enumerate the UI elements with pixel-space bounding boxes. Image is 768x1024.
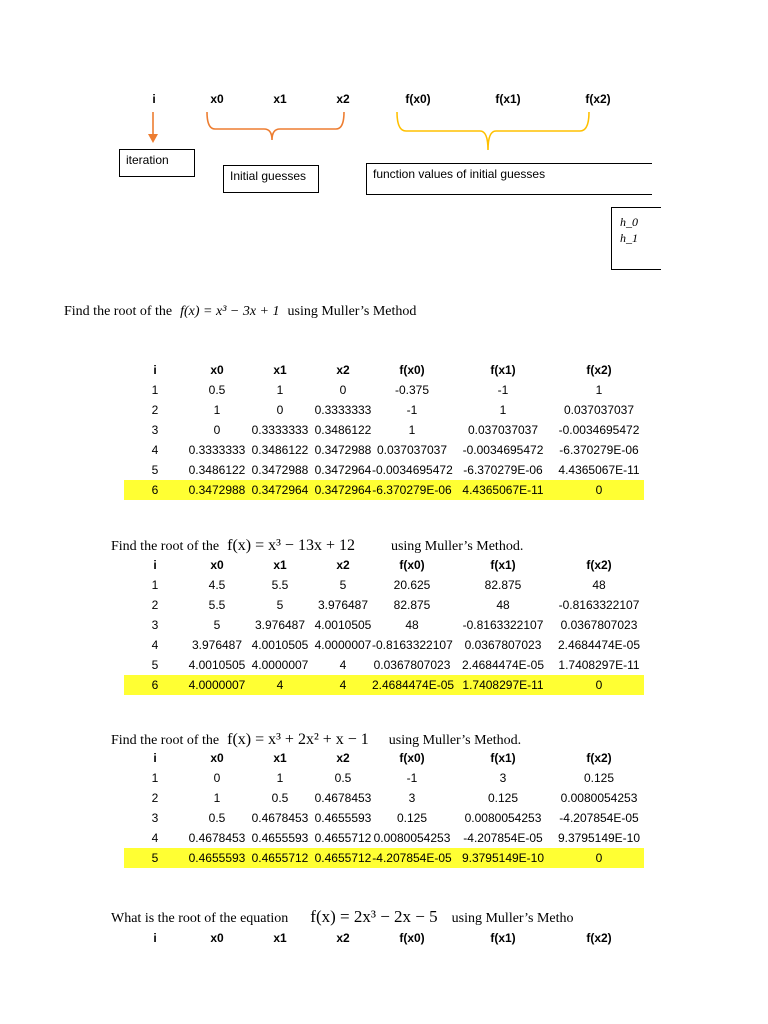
table-cell: 48 bbox=[496, 598, 510, 612]
table-cell: 4 bbox=[276, 678, 284, 692]
result-row bbox=[124, 480, 644, 500]
column-header: f(x0) bbox=[399, 751, 425, 765]
h-values-box bbox=[611, 207, 661, 270]
column-header: f(x2) bbox=[586, 751, 612, 765]
table-header-row bbox=[124, 360, 644, 380]
table-cell: 0.3472964 bbox=[314, 483, 372, 497]
table-cell: 5 bbox=[151, 658, 159, 672]
column-header: x0 bbox=[210, 751, 224, 765]
table-cell: -0.8163322107 bbox=[462, 618, 544, 632]
iteration-label: iteration bbox=[126, 153, 169, 167]
table-cell: 3.976487 bbox=[191, 638, 243, 652]
table-cell: 82.875 bbox=[393, 598, 431, 612]
table-cell: 4.0000007 bbox=[314, 638, 372, 652]
table-cell: 0.4655712 bbox=[314, 851, 372, 865]
column-header: x2 bbox=[336, 363, 350, 377]
table-cell: 1 bbox=[499, 403, 507, 417]
table-cell: 0.5 bbox=[334, 771, 352, 785]
column-header: f(x2) bbox=[586, 931, 612, 945]
table-cell: 2 bbox=[151, 791, 159, 805]
table-cell: 4.5 bbox=[208, 578, 226, 592]
table-cell: 4.0010505 bbox=[251, 638, 309, 652]
table-cell: 0.5 bbox=[208, 811, 226, 825]
table-cell: 1 bbox=[151, 578, 159, 592]
table-cell: 0.0367807023 bbox=[560, 618, 638, 632]
problem-4-title bbox=[111, 907, 644, 927]
column-header: f(x0) bbox=[399, 363, 425, 377]
problem-4-title-post: using Muller’s Metho bbox=[451, 911, 574, 926]
problem-1-title bbox=[64, 304, 416, 320]
table-cell: 0.4655593 bbox=[188, 851, 246, 865]
table-cell: 2.4684474E-05 bbox=[372, 678, 455, 692]
problem-2-title-post: using Muller’s Method. bbox=[390, 539, 524, 554]
table-cell: 0 bbox=[213, 423, 221, 437]
table-cell: 0.4655712 bbox=[314, 831, 372, 845]
problem-1-formula: f(x) = x³ − 3x + 1 bbox=[180, 304, 280, 319]
table-cell: 1 bbox=[213, 403, 221, 417]
column-header: f(x2) bbox=[586, 558, 612, 572]
table-cell: 0 bbox=[339, 383, 347, 397]
table-cell: 0.0367807023 bbox=[373, 658, 451, 672]
problem-4-table bbox=[124, 928, 644, 948]
table-cell: 0.125 bbox=[487, 791, 519, 805]
problem-1-table bbox=[124, 360, 644, 500]
column-header: f(x0) bbox=[399, 931, 425, 945]
table-row bbox=[124, 460, 644, 480]
problem-4-formula: f(x) = 2x³ − 2x − 5 bbox=[310, 907, 438, 926]
table-cell: 0.4655593 bbox=[251, 831, 309, 845]
table-cell: 82.875 bbox=[484, 578, 522, 592]
table-cell: 0.3472964 bbox=[251, 483, 309, 497]
legend-header-fx2: f(x2) bbox=[585, 92, 611, 106]
table-cell: 0 bbox=[213, 771, 221, 785]
table-row bbox=[124, 808, 644, 828]
table-cell: -1 bbox=[406, 771, 418, 785]
table-cell: 0.3333333 bbox=[314, 403, 372, 417]
table-cell: 5 bbox=[151, 851, 159, 865]
legend-header-fx0: f(x0) bbox=[405, 92, 431, 106]
table-cell: 0.4655593 bbox=[314, 811, 372, 825]
table-cell: 20.625 bbox=[393, 578, 431, 592]
table-cell: 48 bbox=[592, 578, 606, 592]
table-cell: 0.125 bbox=[396, 811, 428, 825]
table-row bbox=[124, 828, 644, 848]
table-cell: -0.0034695472 bbox=[558, 423, 640, 437]
table-cell: 3.976487 bbox=[254, 618, 306, 632]
table-cell: 0.037037037 bbox=[376, 443, 448, 457]
table-cell: 0.3486122 bbox=[314, 423, 372, 437]
problem-2-title bbox=[111, 537, 523, 555]
table-cell: -6.370279E-06 bbox=[372, 483, 452, 497]
table-cell: 0.037037037 bbox=[467, 423, 539, 437]
table-row bbox=[124, 440, 644, 460]
problem-2-table bbox=[124, 555, 644, 695]
column-header: x2 bbox=[336, 931, 350, 945]
table-cell: 4.0010505 bbox=[314, 618, 372, 632]
table-cell: -4.207854E-05 bbox=[463, 831, 543, 845]
table-header-row bbox=[124, 748, 644, 768]
table-row bbox=[124, 420, 644, 440]
table-cell: 4.0010505 bbox=[188, 658, 246, 672]
table-cell: 6 bbox=[151, 483, 159, 497]
table-cell: 0.5 bbox=[208, 383, 226, 397]
table-cell: -0.8163322107 bbox=[372, 638, 453, 652]
table-cell: 0.4678453 bbox=[188, 831, 246, 845]
table-cell: 0.3472988 bbox=[251, 463, 309, 477]
table-cell: 0.5 bbox=[271, 791, 289, 805]
iteration-label-box bbox=[119, 149, 195, 177]
table-row bbox=[124, 768, 644, 788]
table-cell: -4.207854E-05 bbox=[372, 851, 452, 865]
legend-header-x0: x0 bbox=[210, 92, 224, 106]
table-cell: 0 bbox=[595, 483, 603, 497]
table-row bbox=[124, 575, 644, 595]
column-header: x0 bbox=[210, 558, 224, 572]
table-cell: 1 bbox=[151, 383, 159, 397]
table-cell: -6.370279E-06 bbox=[559, 443, 639, 457]
column-header: i bbox=[153, 363, 157, 377]
table-row bbox=[124, 380, 644, 400]
table-cell: 2.4684474E-05 bbox=[461, 658, 545, 672]
function-values-brace bbox=[397, 112, 589, 150]
legend-header-i: i bbox=[152, 92, 156, 106]
table-row bbox=[124, 595, 644, 615]
problem-3-title-post: using Muller’s Method. bbox=[388, 733, 522, 748]
table-cell: 0.3486122 bbox=[188, 463, 246, 477]
table-cell: 1 bbox=[151, 771, 159, 785]
problem-3-formula: f(x) = x³ + 2x² + x − 1 bbox=[227, 731, 369, 748]
table-cell: -0.0034695472 bbox=[462, 443, 544, 457]
table-cell: 4.4365067E-11 bbox=[462, 483, 544, 497]
table-cell: 0.0080054253 bbox=[560, 791, 638, 805]
table-cell: 9.3795149E-10 bbox=[557, 831, 641, 845]
table-cell: 0.4678453 bbox=[314, 791, 372, 805]
column-header: i bbox=[153, 931, 157, 945]
table-header-row bbox=[124, 928, 644, 948]
table-cell: 1 bbox=[408, 423, 416, 437]
table-cell: 0.3472988 bbox=[188, 483, 246, 497]
table-cell: -0.8163322107 bbox=[558, 598, 640, 612]
result-row bbox=[124, 675, 644, 695]
column-header: f(x1) bbox=[490, 931, 516, 945]
table-header-row bbox=[124, 555, 644, 575]
table-cell: 6 bbox=[151, 678, 159, 692]
column-header: i bbox=[153, 558, 157, 572]
column-header: x0 bbox=[210, 363, 224, 377]
column-header: x1 bbox=[273, 751, 287, 765]
problem-3-title-pre: Find the root of the bbox=[111, 733, 220, 748]
table-cell: 3 bbox=[151, 618, 159, 632]
result-row bbox=[124, 848, 644, 868]
table-cell: 0.0080054253 bbox=[464, 811, 542, 825]
problem-2-title-pre: Find the root of the bbox=[111, 539, 220, 554]
column-header: f(x1) bbox=[490, 751, 516, 765]
table-cell: 0.0367807023 bbox=[464, 638, 542, 652]
table-cell: 5 bbox=[151, 463, 159, 477]
table-cell: 3 bbox=[499, 771, 507, 785]
table-cell: 4 bbox=[151, 638, 159, 652]
column-header: f(x0) bbox=[399, 558, 425, 572]
legend-header-fx1: f(x1) bbox=[495, 92, 521, 106]
table-cell: 0.3333333 bbox=[188, 443, 246, 457]
table-cell: 0.3333333 bbox=[251, 423, 309, 437]
problem-4-title-pre: What is the root of the equation bbox=[111, 911, 289, 926]
table-cell: 5 bbox=[213, 618, 221, 632]
table-cell: 2 bbox=[151, 403, 159, 417]
table-cell: 0.037037037 bbox=[563, 403, 635, 417]
problem-3-table bbox=[124, 748, 644, 868]
problem-1-title-pre: Find the root of the bbox=[64, 304, 173, 319]
legend-header-x2: x2 bbox=[336, 92, 350, 106]
table-row bbox=[124, 615, 644, 635]
table-cell: 1 bbox=[276, 383, 284, 397]
table-cell: 5 bbox=[339, 578, 347, 592]
table-cell: 5.5 bbox=[208, 598, 226, 612]
table-cell: 1 bbox=[276, 771, 284, 785]
table-cell: 4 bbox=[151, 443, 159, 457]
table-cell: 4.0000007 bbox=[188, 678, 246, 692]
table-cell: 5 bbox=[276, 598, 284, 612]
column-header: x1 bbox=[273, 363, 287, 377]
table-cell: 0 bbox=[276, 403, 284, 417]
table-cell: 0.0080054253 bbox=[373, 831, 451, 845]
table-cell: 1 bbox=[595, 383, 603, 397]
legend-header-x1: x1 bbox=[273, 92, 287, 106]
table-cell: -6.370279E-06 bbox=[463, 463, 543, 477]
problem-3-title bbox=[111, 731, 521, 749]
column-header: x1 bbox=[273, 931, 287, 945]
column-header: f(x1) bbox=[490, 363, 516, 377]
table-cell: 0 bbox=[595, 851, 603, 865]
table-cell: 0.3472988 bbox=[314, 443, 372, 457]
table-cell: 2 bbox=[151, 598, 159, 612]
function-values-label: function values of initial guesses bbox=[373, 167, 546, 181]
table-cell: 0 bbox=[595, 678, 603, 692]
table-cell: 4 bbox=[339, 658, 347, 672]
initial-guesses-label: Initial guesses bbox=[230, 169, 307, 183]
table-cell: 0.4655712 bbox=[251, 851, 309, 865]
column-header: f(x1) bbox=[490, 558, 516, 572]
iteration-arrow bbox=[148, 112, 158, 143]
column-header: x1 bbox=[273, 558, 287, 572]
column-header: f(x2) bbox=[586, 363, 612, 377]
table-row bbox=[124, 635, 644, 655]
initial-guesses-brace bbox=[207, 112, 344, 140]
table-cell: -0.375 bbox=[394, 383, 430, 397]
table-cell: -1 bbox=[497, 383, 509, 397]
problem-2-formula: f(x) = x³ − 13x + 12 bbox=[227, 537, 355, 554]
table-cell: 4.0000007 bbox=[251, 658, 309, 672]
table-cell: -4.207854E-05 bbox=[559, 811, 639, 825]
h1-label: h_1 bbox=[620, 231, 638, 245]
table-cell: 0.4678453 bbox=[251, 811, 309, 825]
table-cell: 1.7408297E-11 bbox=[462, 678, 544, 692]
table-cell: 3 bbox=[151, 423, 159, 437]
table-cell: 3 bbox=[151, 811, 159, 825]
table-row bbox=[124, 788, 644, 808]
column-header: i bbox=[153, 751, 157, 765]
initial-guesses-box bbox=[223, 165, 319, 193]
table-cell: 9.3795149E-10 bbox=[461, 851, 545, 865]
table-cell: 4.4365067E-11 bbox=[558, 463, 640, 477]
table-cell: 1 bbox=[213, 791, 221, 805]
table-row bbox=[124, 400, 644, 420]
table-cell: -0.0034695472 bbox=[372, 463, 453, 477]
table-cell: 4 bbox=[339, 678, 347, 692]
table-cell: 48 bbox=[405, 618, 419, 632]
table-cell: 4 bbox=[151, 831, 159, 845]
table-cell: 5.5 bbox=[271, 578, 289, 592]
table-cell: 3.976487 bbox=[317, 598, 369, 612]
table-row bbox=[124, 655, 644, 675]
problem-1-title-post: using Muller’s Method bbox=[287, 304, 417, 319]
table-cell: 0.3472964 bbox=[314, 463, 372, 477]
table-cell: 0.125 bbox=[583, 771, 615, 785]
table-cell: -1 bbox=[406, 403, 418, 417]
function-values-box bbox=[366, 163, 652, 195]
table-cell: 0.3486122 bbox=[251, 443, 309, 457]
table-cell: 2.4684474E-05 bbox=[557, 638, 641, 652]
column-header: x2 bbox=[336, 751, 350, 765]
h0-label: h_0 bbox=[620, 215, 638, 229]
table-cell: 1.7408297E-11 bbox=[558, 658, 640, 672]
table-cell: 3 bbox=[408, 791, 416, 805]
column-header: x0 bbox=[210, 931, 224, 945]
column-header: x2 bbox=[336, 558, 350, 572]
